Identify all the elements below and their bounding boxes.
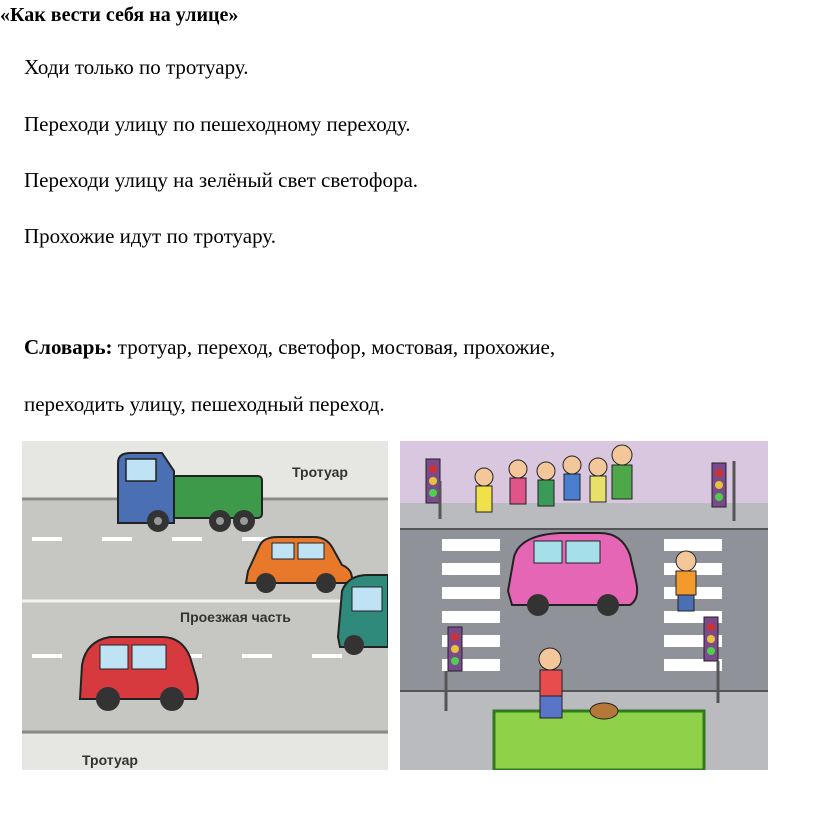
rule-4: Прохожие идут по тротуару. (24, 224, 276, 248)
rule-1: Ходи только по тротуару. (24, 55, 249, 79)
rule-3: Переходи улицу на зелёный свет светофора. (24, 168, 419, 192)
rule-2: Переходи улицу по пешеходному переходу. (24, 112, 411, 136)
child-right (676, 551, 696, 611)
vocabulary-label: Словарь: (24, 335, 113, 359)
label-sidewalk-bottom: Тротуар (82, 752, 138, 768)
vocabulary-words-1: тротуар, переход, светофор, мостовая, прохожие, (117, 335, 556, 359)
vocabulary-line-2: переходить улицу, пешеходный переход. (24, 392, 385, 416)
vocabulary-line-1 (24, 335, 555, 360)
label-roadway: Проезжая часть (180, 609, 291, 625)
label-sidewalk-top: Тротуар (292, 464, 348, 480)
crosswalk-illustration (400, 441, 768, 770)
teal-car (338, 575, 388, 655)
pink-car (508, 533, 637, 616)
street-illustration (22, 441, 388, 770)
page-title: «Как вести себя на улице» (0, 4, 239, 26)
red-car (80, 637, 198, 711)
